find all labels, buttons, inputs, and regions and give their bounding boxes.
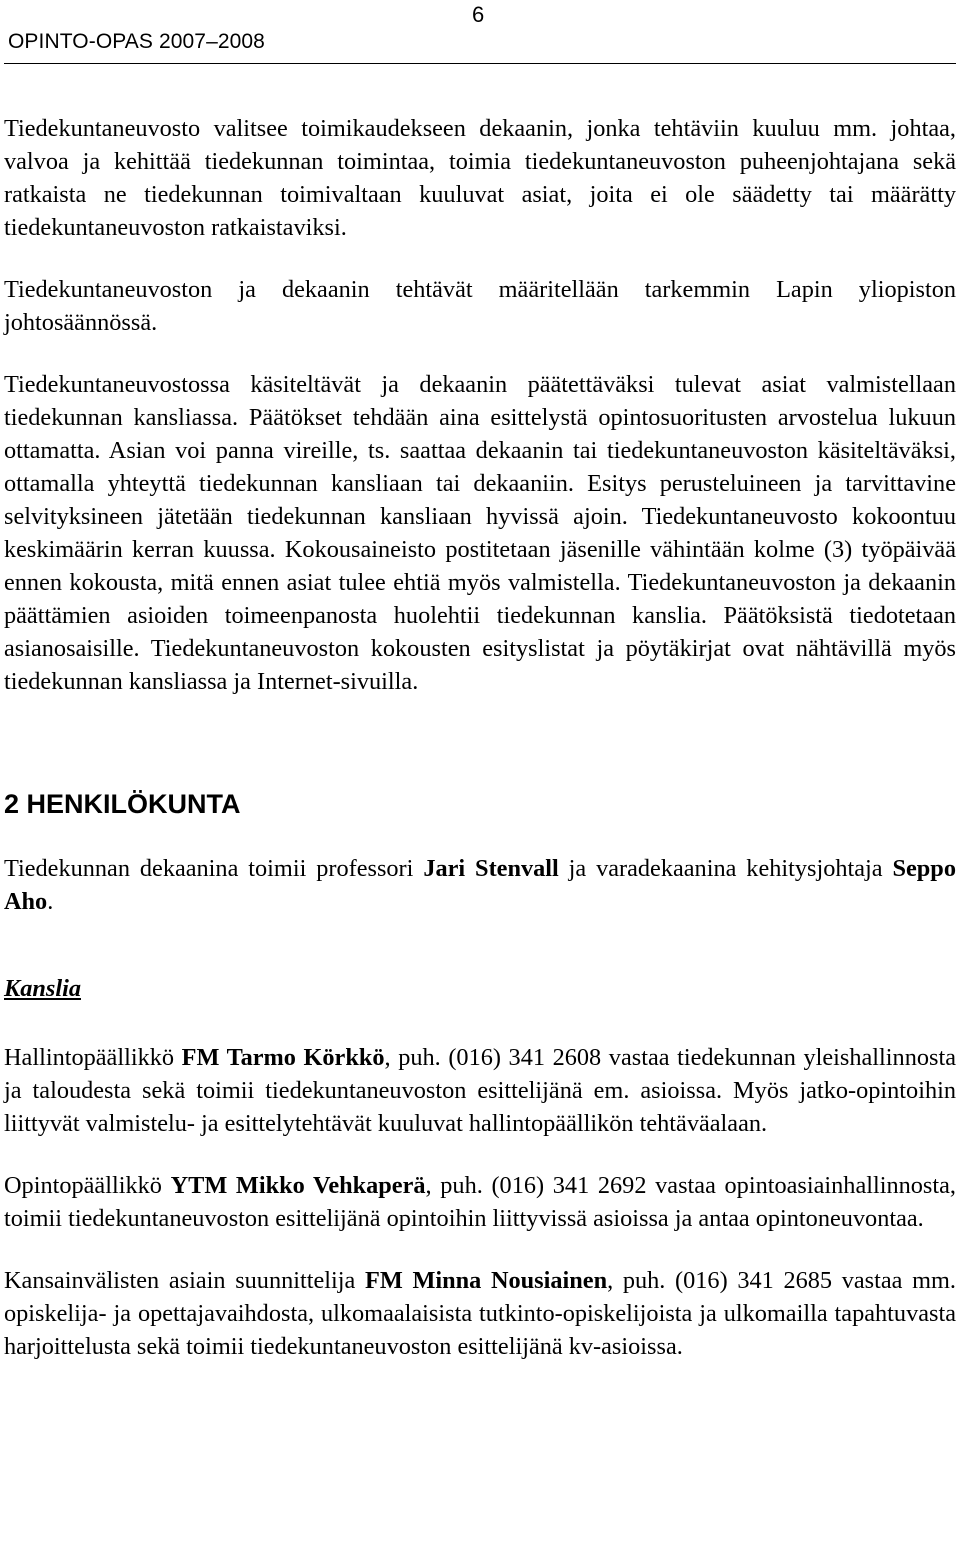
header-rule (4, 63, 956, 64)
page-number: 6 (472, 2, 485, 27)
paragraph-dean-election: Tiedekuntaneuvosto valitsee toimikaudekseen dekaanin, jonka tehtäviin kuuluu mm. johtaa, valvoa ja kehittää tiedekunnan toimintaa, toimia tiedekuntaneuvoston puheenjohtajana sekä ratkaista ne tiedekunnan toimivaltaan kuuluvat asiat, joita ei ole säädetty tai määrätty tiedekuntaneuvoston ratkaistaviksi. (4, 115, 956, 241)
staff-entry (4, 1264, 956, 1363)
staff-title: Kansainvälisten asiain suunnittelija (4, 1267, 365, 1294)
staff-description: , puh. (016) 341 2685 vastaa mm. opiskelija- ja opettajavaihdosta, ulkomaalaisista tutkinto-opiskelijoista ja ulkomailla tapahtuvasta harjoittelusta sekä toimii tiedekuntaneuvoston esittelijänä kv-asioissa. (4, 1267, 956, 1360)
staff-description: , puh. (016) 341 2608 vastaa tiedekunnan yleishallinnosta ja taloudesta sekä toimii tiedekuntaneuvoston esittelijänä em. asioissa. Myös jatko-opintoihin liittyvät valmistelu- ja esittelytehtävät kuuluvat hallintopäällikön tehtäväalaan. (4, 1044, 956, 1137)
document-body (4, 112, 956, 1363)
dean-end-text: . (47, 888, 54, 915)
staff-entry (4, 1041, 956, 1140)
dean-intro-text: Tiedekunnan dekaanina toimii professori (4, 855, 424, 882)
paragraph-preparation: Tiedekuntaneuvostossa käsiteltävät ja dekaanin päätettäväksi tulevat asiat valmistellaan tiedekunnan kansliassa. Päätökset tehdään aina esittelystä opintosuoritusten arvostelua lukuun ottamatta. Asian voi panna vireille, ts. saattaa dekaanin tai tiedekuntaneuvoston käsiteltäväksi, ottamalla yhteyttä tiedekunnan kansliaan tai dekaaniin. Esitys perusteluineen ja tarvittavine selvityksineen jätetään tiedekunnan kansliaan hyvissä ajoin. Tiedekuntaneuvosto kokoontuu keskimäärin kerran kuussa. Kokousaineisto postitetaan jäsenille vähintään kolme (3) työpäivää ennen kokousta, mitä ennen asiat tulee ehtiä myös valmistella. Tiedekuntaneuvoston ja dekaanin päättämien asioiden toimeenpanosta huolehtii tiedekunnan kanslia. Päätöksistä tiedotetaan asianosaisille. Tiedekuntaneuvoston kokousten esityslistat ja pöytäkirjat ovat nähtävillä myös tiedekunnan kansliassa ja Internet-sivuilla. (4, 371, 956, 695)
staff-title: Opintopäällikkö (4, 1172, 171, 1199)
staff-name: FM Minna Nousiainen (365, 1267, 608, 1294)
staff-description: , puh. (016) 341 2692 vastaa opintoasiainhallinnosta, toimii tiedekuntaneuvoston esittelijänä opintoihin liittyvissä asioissa ja antaa opintoneuvontaa. (4, 1172, 956, 1232)
staff-title: Hallintopäällikkö (4, 1044, 182, 1071)
section-heading-staff: 2 HENKILÖKUNTA (4, 789, 241, 819)
staff-name: YTM Mikko Vehkaperä (170, 1172, 426, 1199)
subheading-kanslia: Kanslia (4, 975, 81, 1002)
paragraph-duties: Tiedekuntaneuvoston ja dekaanin tehtävät määritellään tarkemmin Lapin yliopiston johtosäännössä. (4, 276, 956, 336)
dean-name: Jari Stenvall (423, 855, 559, 882)
dean-mid-text: ja varadekaanina kehitysjohtaja (558, 855, 893, 882)
vice-dean-name: Seppo Aho (4, 855, 956, 915)
running-header: OPINTO-OPAS 2007–2008 (8, 30, 265, 53)
paragraph-dean (4, 852, 956, 918)
staff-name: FM Tarmo Körkkö (181, 1044, 385, 1071)
staff-entry (4, 1169, 956, 1235)
